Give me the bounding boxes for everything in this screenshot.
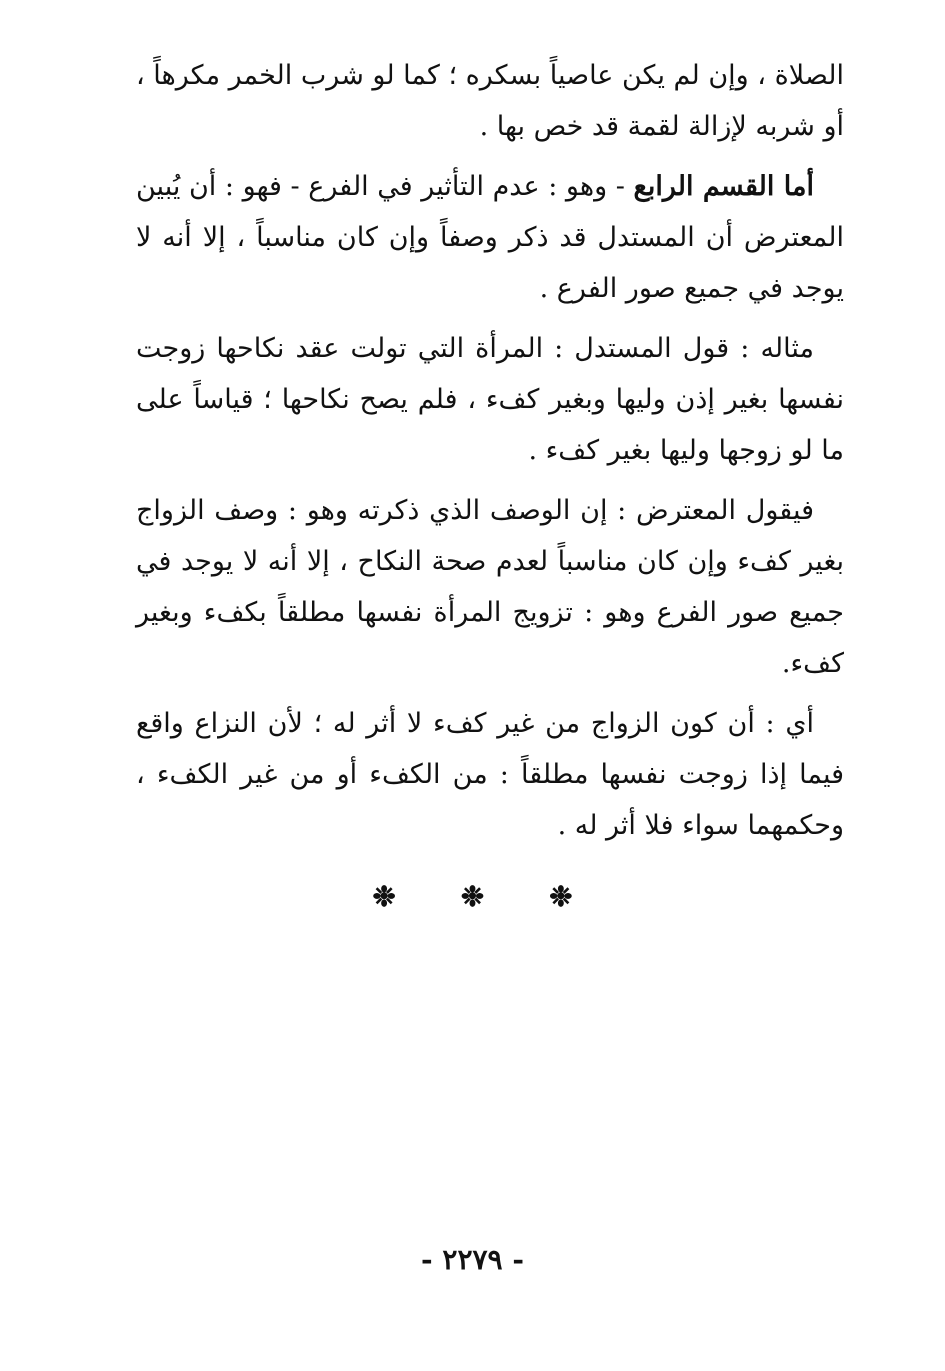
paragraph-1-text: الصلاة ، وإن لم يكن عاصياً بسكره ؛ كما لو شرب الخمر مكرهاً ، أو شربه لإزالة لقمة قد خص بها .: [136, 60, 844, 142]
separator-star-icon: ❉: [549, 880, 573, 913]
main-text: [136, 50, 844, 860]
paragraph-2: [136, 161, 844, 314]
section-heading-inline: أما القسم الرابع: [633, 171, 814, 202]
paragraph-4-text: فيقول المعترض : إن الوصف الذي ذكرته وهو : وصف الزواج بغير كفء وإن كان مناسباً لعدم صحة النكاح ، إلا أنه لا يوجد في جميع صور الفرع وهو : تزويج المرأة نفسها مطلقاً بكفء وبغير كفء.: [136, 495, 844, 679]
page-number: - ٢٢٧٩ -: [421, 1243, 524, 1276]
separator-star-icon: ❉: [372, 880, 396, 913]
paragraph-3-text: مثاله : قول المستدل : المرأة التي تولت عقد نكاحها زوجت نفسها بغير إذن وليها وبغير كفء ، فلم يصح نكاحها ؛ قياساً على ما لو زوجها وليها بغير كفء .: [136, 333, 844, 466]
paragraph-3: [136, 323, 844, 476]
paragraph-5: [136, 698, 844, 851]
separator-star-icon: ❉: [460, 880, 485, 913]
paragraph-5-text: أي : أن كون الزواج من غير كفء لا أثر له ؛ لأن النزاع واقع فيما إذا زوجت نفسها مطلقاً : من الكفء أو من غير الكفء ، وحكمهما سواء فلا أثر له .: [136, 708, 844, 841]
paragraph-1: [136, 50, 844, 152]
section-separator: [0, 880, 945, 913]
paragraph-4: [136, 485, 844, 689]
paragraph-2-text: - وهو : عدم التأثير في الفرع - فهو : أن يُبين المعترض أن المستدل قد ذكر وصفاً وإن كان مناسباً ، إلا أنه لا يوجد في جميع صور الفرع .: [136, 171, 844, 304]
